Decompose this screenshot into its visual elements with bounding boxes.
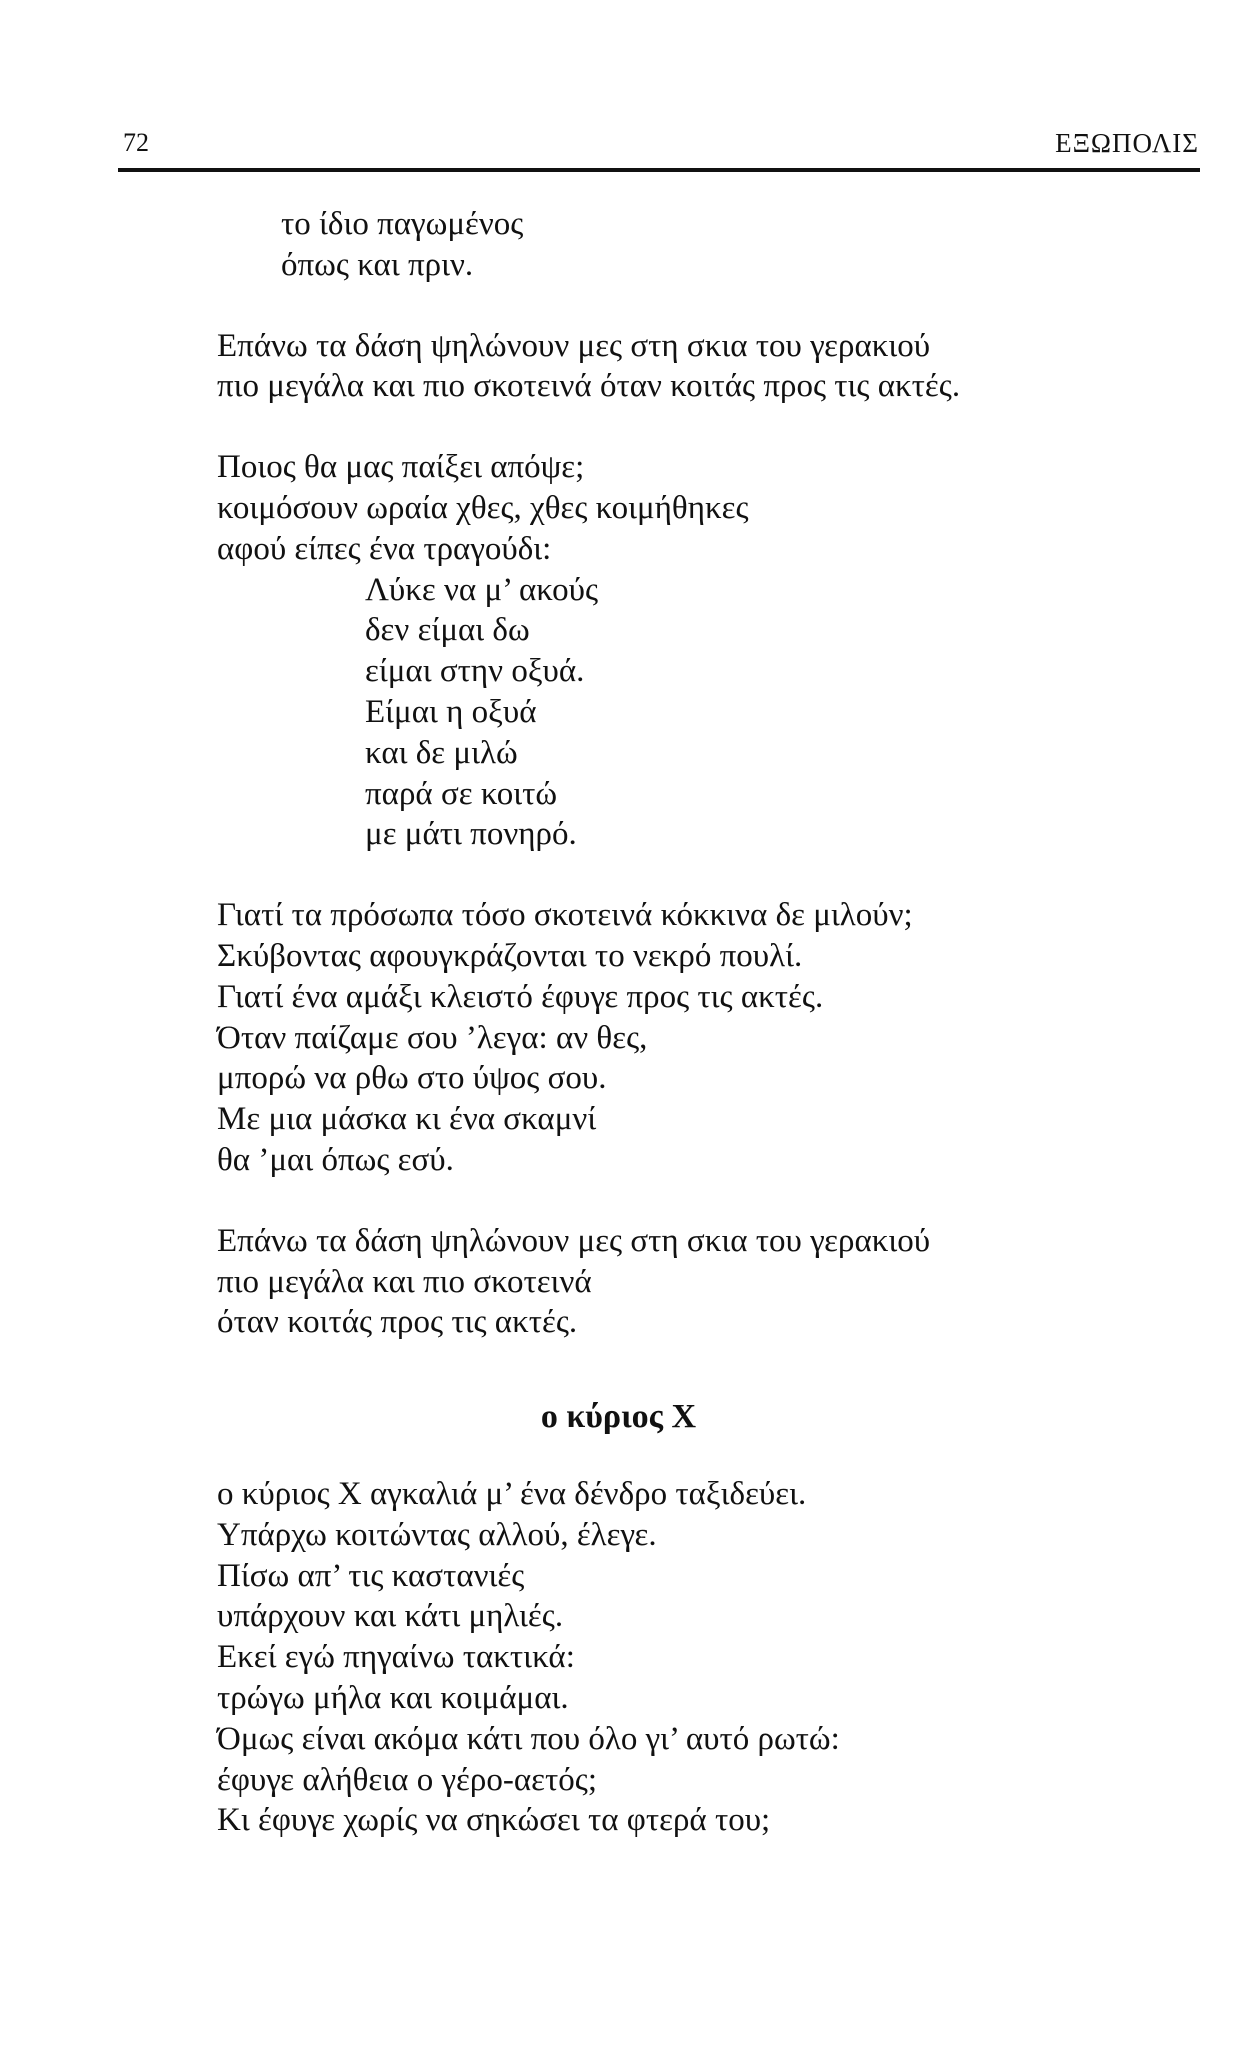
- poem-line: Κι έφυγε χωρίς να σηκώσει τα φτερά του;: [217, 1802, 771, 1839]
- running-title: ΕΞΩΠΟΛΙΣ: [1055, 128, 1199, 158]
- header-rule: [118, 168, 1200, 172]
- poem-line: Με μια μάσκα κι ένα σκαμνί: [217, 1101, 597, 1138]
- poem-line: όπως και πριν.: [281, 246, 474, 283]
- poem-line: το ίδιο παγωμένος: [281, 206, 524, 242]
- poem-line: Είμαι η οξυά: [365, 693, 537, 730]
- poem-line: Επάνω τα δάση ψηλώνουν μες στη σκια του γερακιού: [217, 327, 931, 364]
- poem-title: ο κύριος Χ: [540, 1398, 697, 1435]
- poem-line: κοιμόσουν ωραία χθες, χθες κοιμήθηκες: [217, 489, 749, 526]
- stanza: [217, 447, 1177, 855]
- stanza: [217, 1221, 1177, 1343]
- poem-line: Όμως είναι ακόμα κάτι που όλο γι’ αυτό ρωτώ:: [217, 1720, 840, 1757]
- page-number: 72: [123, 128, 149, 157]
- stanza: [217, 326, 1177, 408]
- poem-line: όταν κοιτάς προς τις ακτές.: [217, 1304, 578, 1341]
- poem-line: υπάρχουν και κάτι μηλιές.: [217, 1598, 564, 1635]
- poem-line: με μάτι πονηρό.: [365, 816, 577, 853]
- poem-line: Γιατί ένα αμάξι κλειστό έφυγε προς τις ακτές.: [217, 978, 824, 1015]
- poem-line: θα ’μαι όπως εσύ.: [217, 1141, 454, 1178]
- poem-line: παρά σε κοιτώ: [365, 775, 558, 812]
- poem-line: και δε μιλώ: [365, 734, 518, 771]
- poem-line: τρώγω μήλα και κοιμάμαι.: [217, 1679, 569, 1716]
- poem-line: ο κύριος Χ αγκαλιά μ’ ένα δένδρο ταξιδεύει.: [217, 1476, 807, 1512]
- poem-line: Όταν παίζαμε σου ’λεγα: αν θες,: [217, 1019, 648, 1056]
- poem-line: Λύκε να μ’ ακούς: [365, 571, 599, 608]
- poem-line: αφού είπες ένα τραγούδι:: [217, 530, 552, 567]
- poem-line: Εκεί εγώ πηγαίνω τακτικά:: [217, 1639, 575, 1676]
- poem-line: Σκύβοντας αφουγκράζονται το νεκρό πουλί.: [217, 937, 803, 974]
- stanza: [217, 204, 1177, 286]
- poem-2-body: [217, 1474, 1177, 1841]
- poem-line: έφυγε αλήθεια ο γέρο-αετός;: [217, 1761, 597, 1798]
- poem-line: Πίσω απ’ τις καστανιές: [217, 1557, 525, 1594]
- poem-line: μπορώ να ρθω στο ύψος σου.: [217, 1060, 607, 1097]
- poem-line: Υπάρχω κοιτώντας αλλού, έλεγε.: [217, 1516, 657, 1553]
- page-header: [123, 122, 1199, 168]
- poem-line: πιο μεγάλα και πιο σκοτεινά όταν κοιτάς προς τις ακτές.: [217, 368, 961, 405]
- poem-line: είμαι στην οξυά.: [365, 653, 585, 690]
- poem-line: Επάνω τα δάση ψηλώνουν μες στη σκια του γερακιού: [217, 1222, 931, 1259]
- poem-line: Ποιος θα μας παίξει απόψε;: [217, 449, 585, 486]
- poem-body: [217, 204, 1177, 1343]
- poem-line: Γιατί τα πρόσωπα τόσο σκοτεινά κόκκινα δε μιλούν;: [217, 897, 913, 934]
- stanza: [217, 895, 1177, 1181]
- poem-line: πιο μεγάλα και πιο σκοτεινά: [217, 1263, 592, 1300]
- poem-line: δεν είμαι δω: [365, 612, 530, 649]
